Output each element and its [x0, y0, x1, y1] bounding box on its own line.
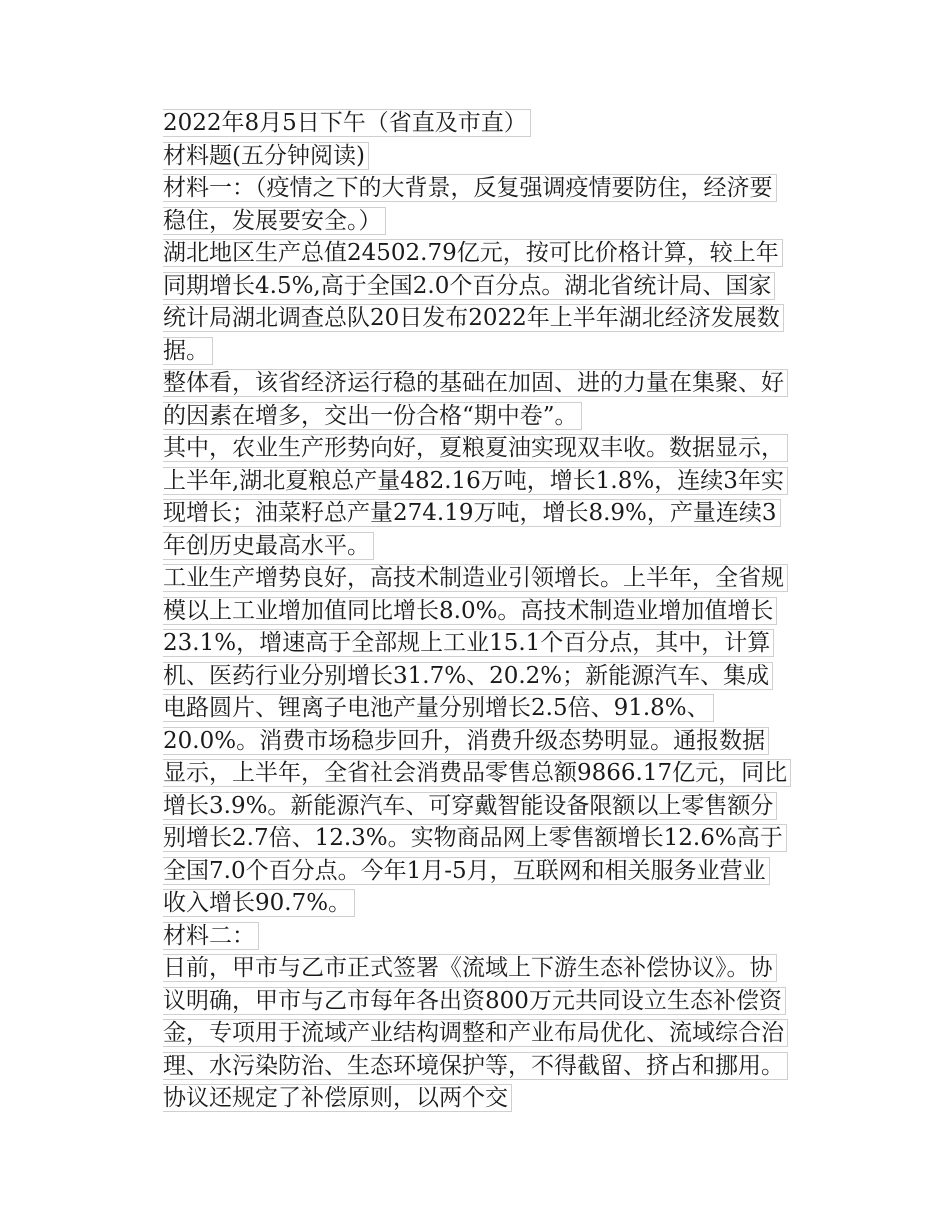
paragraph-text: 其中，农业生产形势向好，夏粮夏油实现双丰收。数据显示，上半年,湖北夏粮总产量482.16万吨，增长1.8%，连续3年实现增长；油菜籽总产量274.19万吨，增长8.9%，产量连续3年创历史最高水平。 [163, 434, 788, 560]
paragraph-section-heading [163, 140, 788, 173]
paragraph-material-two-heading [163, 920, 788, 953]
paragraph-text: 日前，甲市与乙市正式签署《流域上下游生态补偿协议》。协议明确，甲市与乙市每年各出资800万元共同设立生态补偿资金，专项用于流域产业结构调整和产业布局优化、流域综合治理、水污染防治、生态环境保护等，不得截留、挤占和挪用。协议还规定了补偿原则，以两个交 [163, 954, 788, 1112]
paragraph-overall [163, 367, 788, 432]
paragraph-text: 整体看，该省经济运行稳的基础在加固、进的力量在集聚、好的因素在增多，交出一份合格“期中卷”。 [163, 369, 788, 430]
paragraph-industry [163, 562, 788, 920]
paragraph-agriculture [163, 432, 788, 562]
paragraph-text: 2022年8月5日下午（省直及市直） [163, 109, 531, 137]
paragraph-gdp [163, 237, 788, 367]
document-body [163, 107, 788, 1115]
paragraph-text: 材料一：（疫情之下的大背景，反复强调疫情要防住，经济要稳住，发展要安全。） [163, 174, 777, 235]
paragraph-text: 湖北地区生产总值24502.79亿元，按可比价格计算，较上年同期增长4.5%,高于全国2.0个百分点。湖北省统计局、国家统计局湖北调查总队20日发布2022年上半年湖北经济发展数据。 [163, 239, 784, 365]
paragraph-date [163, 107, 788, 140]
paragraph-material-one-heading [163, 172, 788, 237]
paragraph-ecological-compensation [163, 952, 788, 1115]
paragraph-text: 材料二： [163, 922, 259, 950]
paragraph-text: 材料题(五分钟阅读) [163, 142, 369, 170]
paragraph-text: 工业生产增势良好，高技术制造业引领增长。上半年，全省规模以上工业增加值同比增长8.0%。高技术制造业增加值增长23.1%，增速高于全部规上工业15.1个百分点，其中，计算机、医药行业分别增长31.7%、20.2%；新能源汽车、集成电路圆片、锂离子电池产量分别增长2.5倍、91.8%、20.0%。消费市场稳步回升，消费升级态势明显。通报数据显示，上半年，全省社会消费品零售总额9866.17亿元，同比增长3.9%。新能源汽车、可穿戴智能设备限额以上零售额分别增长2.7倍、12.3%。实物商品网上零售额增长12.6%高于全国7.0个百分点。今年1月-5月，互联网和相关服务业营业收入增长90.7%。 [163, 564, 791, 917]
